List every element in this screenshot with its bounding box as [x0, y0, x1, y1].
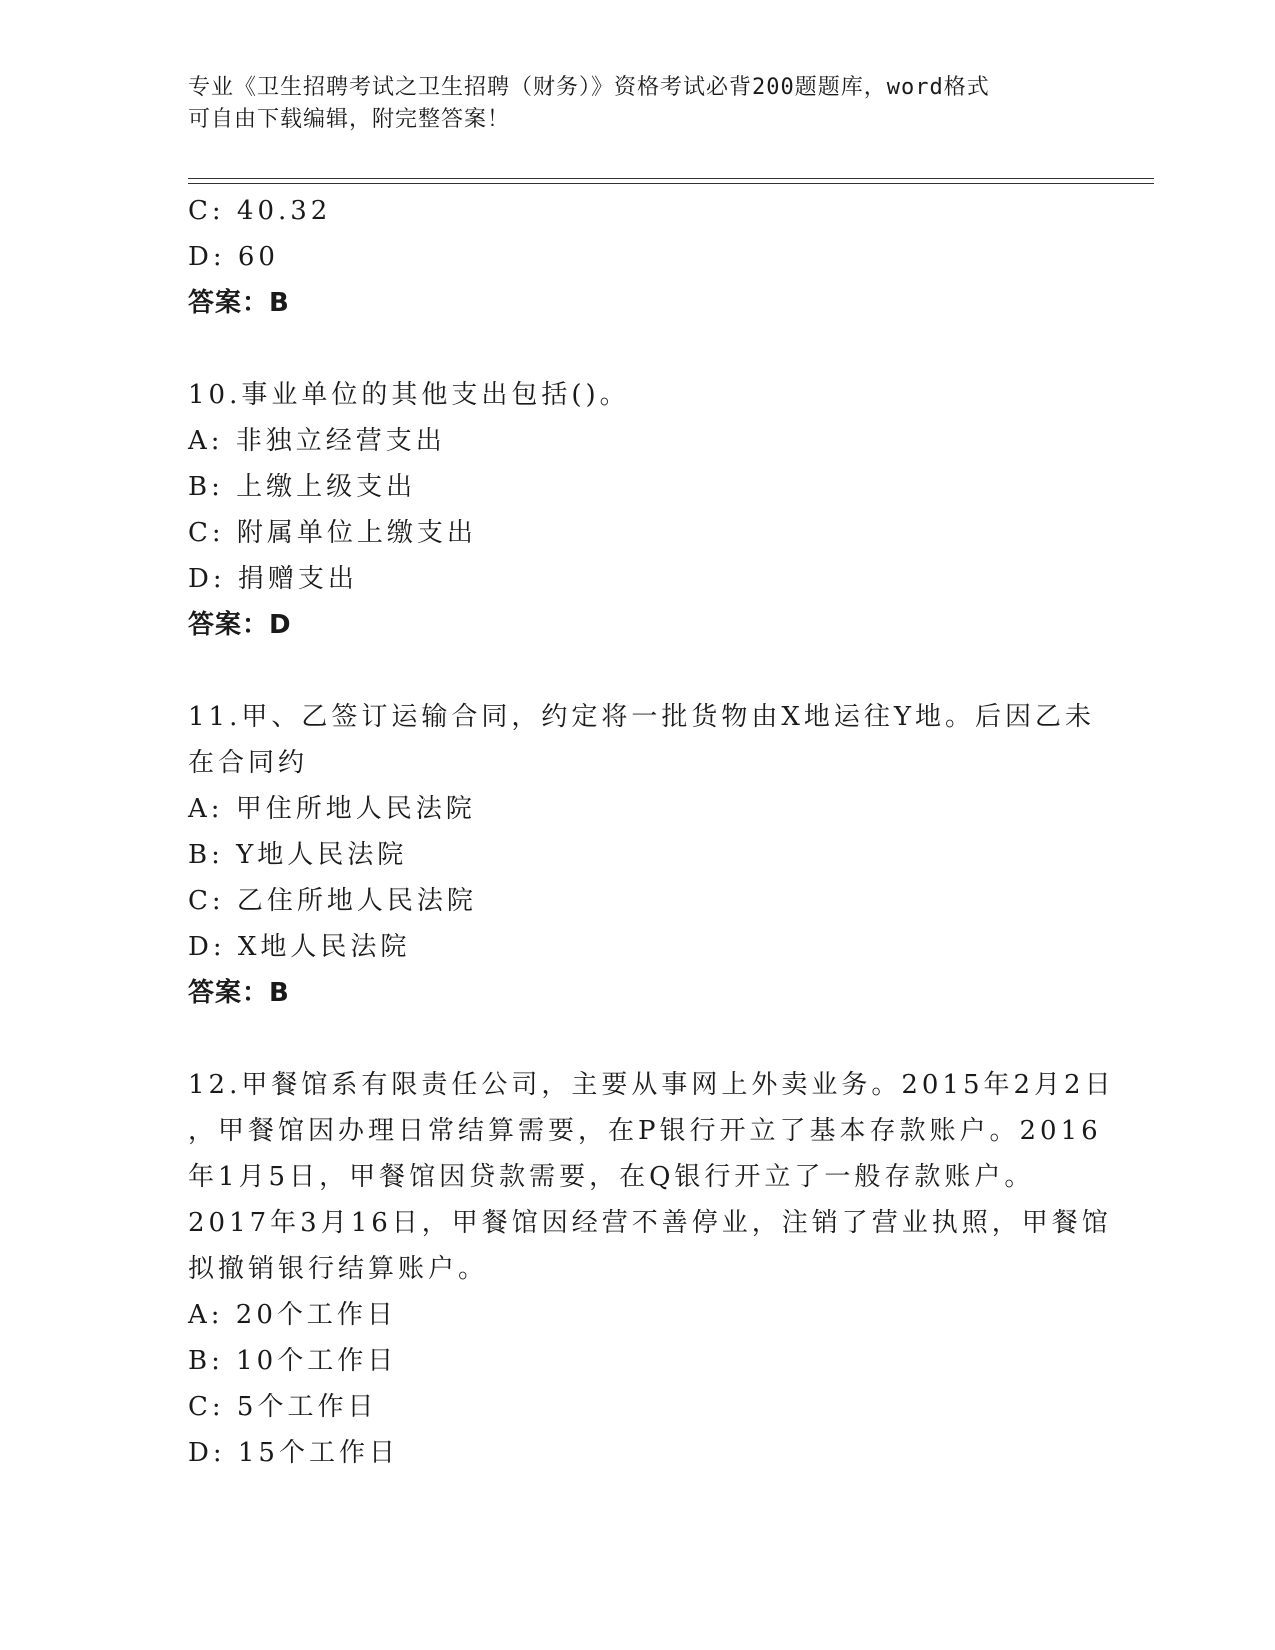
q11-option-b: B: Y地人民法院 [188, 840, 408, 870]
q10-option-c: C: 附属单位上缴支出 [188, 518, 477, 548]
q11-option-a: A: 甲住所地人民法院 [188, 794, 476, 824]
q12-option-c: C: 5个工作日 [188, 1392, 378, 1422]
question-content [188, 188, 1115, 1476]
q11-option-d: D: X地人民法院 [188, 932, 411, 962]
header-divider [188, 178, 1154, 184]
q12-stem-line-5: 拟撤销银行结算账户。 [188, 1254, 489, 1284]
q11-stem-line-1: 11.甲、乙签订运输合同，约定将一批货物由X地运往Y地。后因乙未 [188, 702, 1096, 732]
spacer [188, 1016, 1088, 1062]
prev-option-c: C: 40.32 [188, 196, 332, 226]
q11-stem-line-2: 在合同约 [188, 748, 309, 778]
q10-option-b: B: 上缴上级支出 [188, 472, 417, 502]
prev-answer: 答案：B [188, 288, 290, 318]
header-title-line-1: 专业《卫生招聘考试之卫生招聘（财务）》资格考试必背200题题库，word格式 [188, 75, 990, 100]
q12-stem-line-2: ，甲餐馆因办理日常结算需要，在P银行开立了基本存款账户。2016 [188, 1116, 1102, 1146]
spacer [188, 648, 1088, 694]
q12-stem-line-4: 2017年3月16日，甲餐馆因经营不善停业，注销了营业执照，甲餐馆 [188, 1208, 1112, 1238]
q12-option-a: A: 20个工作日 [188, 1300, 397, 1330]
q12-option-b: B: 10个工作日 [188, 1346, 398, 1376]
q12-option-d: D: 15个工作日 [188, 1438, 399, 1468]
prev-option-d: D: 60 [188, 242, 279, 272]
q12-stem-line-1: 12.甲餐馆系有限责任公司，主要从事网上外卖业务。2015年2月2日 [188, 1070, 1115, 1100]
spacer [188, 326, 1088, 372]
q11-option-c: C: 乙住所地人民法院 [188, 886, 477, 916]
q10-stem: 10.事业单位的其他支出包括()。 [188, 380, 630, 410]
q10-option-d: D: 捐赠支出 [188, 564, 358, 594]
q10-option-a: A: 非独立经营支出 [188, 426, 446, 456]
page-header [188, 72, 1088, 136]
q11-answer: 答案：B [188, 978, 290, 1008]
header-title-line-2: 可自由下载编辑，附完整答案！ [188, 107, 511, 132]
q12-stem-line-3: 年1月5日，甲餐馆因贷款需要，在Q银行开立了一般存款账户。 [188, 1162, 1035, 1192]
q10-answer: 答案：D [188, 610, 292, 640]
